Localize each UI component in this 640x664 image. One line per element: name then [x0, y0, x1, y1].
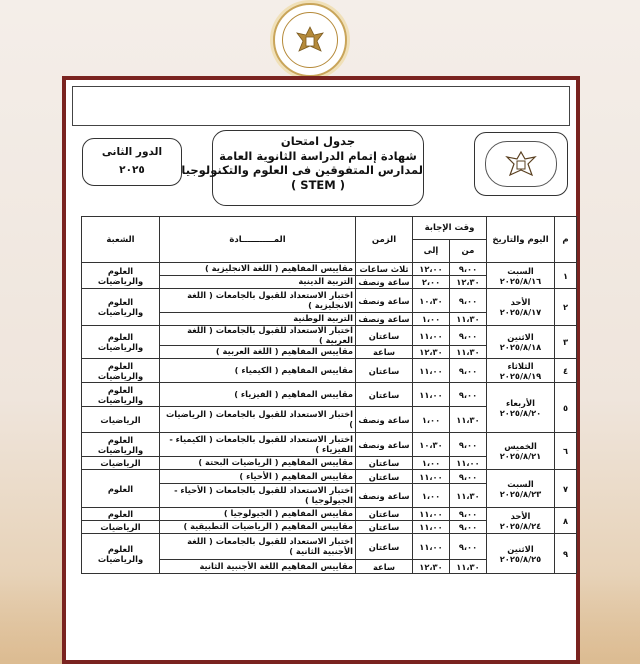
row-num: ١ [555, 263, 577, 289]
time-to: ١١،٠٠ [413, 326, 450, 346]
day-name: السبت [507, 265, 534, 276]
header-from: من [450, 240, 487, 263]
time-from: ١١،٠٠ [450, 457, 487, 470]
table-row [82, 263, 577, 276]
subject: اختبار الاستعداد للقبول بالجامعات ( الرياضيات ) [160, 407, 356, 433]
division: الرياضيات [82, 407, 160, 433]
time-to: ١٠،٣٠ [413, 289, 450, 313]
duration: ساعتان [356, 457, 413, 470]
subject: اختبار الاستعداد للقبول بالجامعات ( اللغة الأجنبية الثانية ) [160, 534, 356, 560]
row-num: ٧ [555, 470, 577, 508]
row-num: ٥ [555, 383, 577, 433]
ministry-seal [273, 3, 347, 77]
time-to: ١١،٠٠ [413, 383, 450, 407]
table-row [82, 326, 577, 346]
row-num: ٨ [555, 508, 577, 534]
header-num: م [555, 217, 577, 263]
row-num: ٦ [555, 433, 577, 470]
subject: التربية الوطنية [160, 313, 356, 326]
division: العلوم والرياضيات [82, 534, 160, 574]
row-num: ٩ [555, 534, 577, 574]
duration: ثلاث ساعات [356, 263, 413, 276]
header-to: إلى [413, 240, 450, 263]
duration: ساعتان [356, 521, 413, 534]
row-day-date [487, 359, 555, 383]
duration: ساعة ونصف [356, 276, 413, 289]
division: العلوم والرياضيات [82, 383, 160, 407]
ministry-logo [474, 132, 568, 196]
day-name: الأحد [510, 510, 531, 521]
time-from: ٩،٠٠ [450, 470, 487, 484]
title-line-4: ( STEM ) [291, 177, 345, 192]
time-to: ١٢،٣٠ [413, 560, 450, 574]
row-day-date [487, 289, 555, 326]
time-from: ٩،٠٠ [450, 433, 487, 457]
eagle-logo-icon [485, 141, 557, 187]
duration: ساعتان [356, 359, 413, 383]
exam-title-box [181, 130, 424, 206]
subject: مقاييس المفاهيم ( الأحياء ) [160, 470, 356, 484]
table-row [82, 508, 577, 521]
time-from: ١١،٣٠ [450, 407, 487, 433]
time-from: ١١،٣٠ [450, 346, 487, 359]
time-to: ١،٠٠ [413, 407, 450, 433]
division: العلوم والرياضيات [82, 289, 160, 326]
header-time: وقت الإجابة [413, 217, 487, 240]
day-name: الأربعاء [506, 397, 535, 408]
header-duration: الزمن [356, 217, 413, 263]
time-to: ١٢،٠٠ [413, 263, 450, 276]
exam-date: ٢٠٢٥/٨/٢١ [499, 451, 542, 461]
exam-date: ٢٠٢٥/٨/٢٥ [499, 553, 542, 564]
time-to: ١،٠٠ [413, 457, 450, 470]
round-label: الدور الثانى [101, 146, 163, 158]
table-row [82, 289, 577, 313]
duration: ساعتان [356, 470, 413, 484]
duration: ساعة ونصف [356, 484, 413, 508]
division: العلوم [82, 508, 160, 521]
document-frame [62, 76, 580, 664]
division: العلوم والرياضيات [82, 433, 160, 457]
row-num: ٢ [555, 289, 577, 326]
subject: مقاييس المفاهيم ( اللغة الانجليزية ) [160, 263, 356, 276]
title-line-2: شهادة إتمام الدراسة الثانوية العامة [219, 148, 417, 163]
exam-date: ٢٠٢٥/٨/١٨ [499, 342, 542, 352]
row-day-date [487, 470, 555, 508]
duration: ساعة ونصف [356, 313, 413, 326]
subject: مقاييس المفاهيم ( اللغة العربية ) [160, 346, 356, 359]
time-to: ١٢،٣٠ [413, 346, 450, 359]
time-to: ١،٠٠ [413, 484, 450, 508]
time-from: ٩،٠٠ [450, 359, 487, 383]
day-name: الخميس [504, 441, 537, 451]
time-from: ٩،٠٠ [450, 263, 487, 276]
duration: ساعة [356, 560, 413, 574]
time-to: ١١،٠٠ [413, 359, 450, 383]
table-row [82, 470, 577, 484]
time-to: ١١،٠٠ [413, 508, 450, 521]
time-from: ١١،٣٠ [450, 484, 487, 508]
time-to: ١١،٠٠ [413, 534, 450, 560]
row-day-date [487, 534, 555, 574]
header-division: الشعبة [82, 217, 160, 263]
day-name: الأحد [510, 297, 531, 307]
subject: مقاييس المفاهيم ( الكيمياء ) [160, 359, 356, 383]
time-from: ٩،٠٠ [450, 534, 487, 560]
table-row [82, 383, 577, 407]
time-from: ١١،٣٠ [450, 313, 487, 326]
subject: مقاييس المفاهيم ( الرياضيات التطبيقية ) [160, 521, 356, 534]
division: الرياضيات [82, 457, 160, 470]
time-from: ٩،٠٠ [450, 383, 487, 407]
exam-date: ٢٠٢٥/٨/٢٠ [499, 407, 542, 418]
exam-date: ٢٠٢٥/٨/٢٣ [499, 488, 542, 499]
row-num: ٤ [555, 359, 577, 383]
exam-date: ٢٠٢٥/٨/٢٤ [499, 520, 542, 531]
row-num: ٣ [555, 326, 577, 359]
time-to: ١١،٠٠ [413, 470, 450, 484]
subject: اختبار الاستعداد للقبول بالجامعات ( اللغة الانجليزية ) [160, 289, 356, 313]
time-from: ٩،٠٠ [450, 508, 487, 521]
title-line-1: جدول امتحان [280, 134, 356, 148]
row-day-date [487, 433, 555, 470]
subject: اختبار الاستعداد للقبول بالجامعات ( اللغة العربية ) [160, 326, 356, 346]
day-name: الاثنين [507, 332, 534, 342]
division: العلوم والرياضيات [82, 263, 160, 289]
day-name: الاثنين [507, 543, 534, 554]
division: الرياضيات [82, 521, 160, 534]
division: العلوم والرياضيات [82, 326, 160, 359]
round-box [82, 138, 182, 186]
time-to: ١٠،٣٠ [413, 433, 450, 457]
subject: اختبار الاستعداد للقبول بالجامعات ( الأحياء - الجيولوجيا ) [160, 484, 356, 508]
eagle-emblem-icon [282, 12, 338, 68]
table-row [82, 359, 577, 383]
time-to: ١،٠٠ [413, 313, 450, 326]
duration: ساعتان [356, 508, 413, 521]
duration: ساعة ونصف [356, 433, 413, 457]
division: العلوم والرياضيات [82, 359, 160, 383]
exam-date: ٢٠٢٥/٨/١٧ [499, 307, 542, 317]
duration: ساعتان [356, 383, 413, 407]
subject: التربية الدينية [160, 276, 356, 289]
row-day-date [487, 326, 555, 359]
time-from: ٩،٠٠ [450, 521, 487, 534]
time-from: ٩،٠٠ [450, 326, 487, 346]
exam-schedule-table [81, 216, 577, 574]
duration: ساعة ونصف [356, 289, 413, 313]
subject: مقاييس المفاهيم ( الجيولوجيا ) [160, 508, 356, 521]
table-row [82, 534, 577, 560]
time-to: ٢،٠٠ [413, 276, 450, 289]
top-band [72, 86, 570, 126]
division: العلوم [82, 470, 160, 508]
row-day-date [487, 263, 555, 289]
subject: مقاييس المفاهيم اللغة الأجنبية الثانية [160, 560, 356, 574]
duration: ساعتان [356, 534, 413, 560]
time-from: ١١،٣٠ [450, 560, 487, 574]
header-subject: المـــــــــــادة [160, 217, 356, 263]
time-from: ١٢،٣٠ [450, 276, 487, 289]
day-name: السبت [507, 478, 534, 489]
header-day-date: اليوم والتاريخ [487, 217, 555, 263]
row-day-date [487, 383, 555, 433]
table-row [82, 433, 577, 457]
time-to: ١١،٠٠ [413, 521, 450, 534]
day-name: الثلاثاء [507, 360, 534, 371]
row-day-date [487, 508, 555, 534]
duration: ساعة ونصف [356, 407, 413, 433]
exam-date: ٢٠٢٥/٨/١٩ [499, 370, 542, 381]
subject: مقاييس المفاهيم ( الفيزياء ) [160, 383, 356, 407]
title-line-3: لمدارس المتفوقين فى العلوم والتكنولوجيا [181, 163, 423, 177]
subject: اختبار الاستعداد للقبول بالجامعات ( الكيمياء - الفيزياء ) [160, 433, 356, 457]
duration: ساعتان [356, 326, 413, 346]
exam-date: ٢٠٢٥/٨/١٦ [499, 275, 542, 286]
time-from: ٩،٠٠ [450, 289, 487, 313]
round-year: ٢٠٢٥ [119, 164, 145, 176]
subject: مقاييس المفاهيم ( الرياضيات البحتة ) [160, 457, 356, 470]
duration: ساعة [356, 346, 413, 359]
